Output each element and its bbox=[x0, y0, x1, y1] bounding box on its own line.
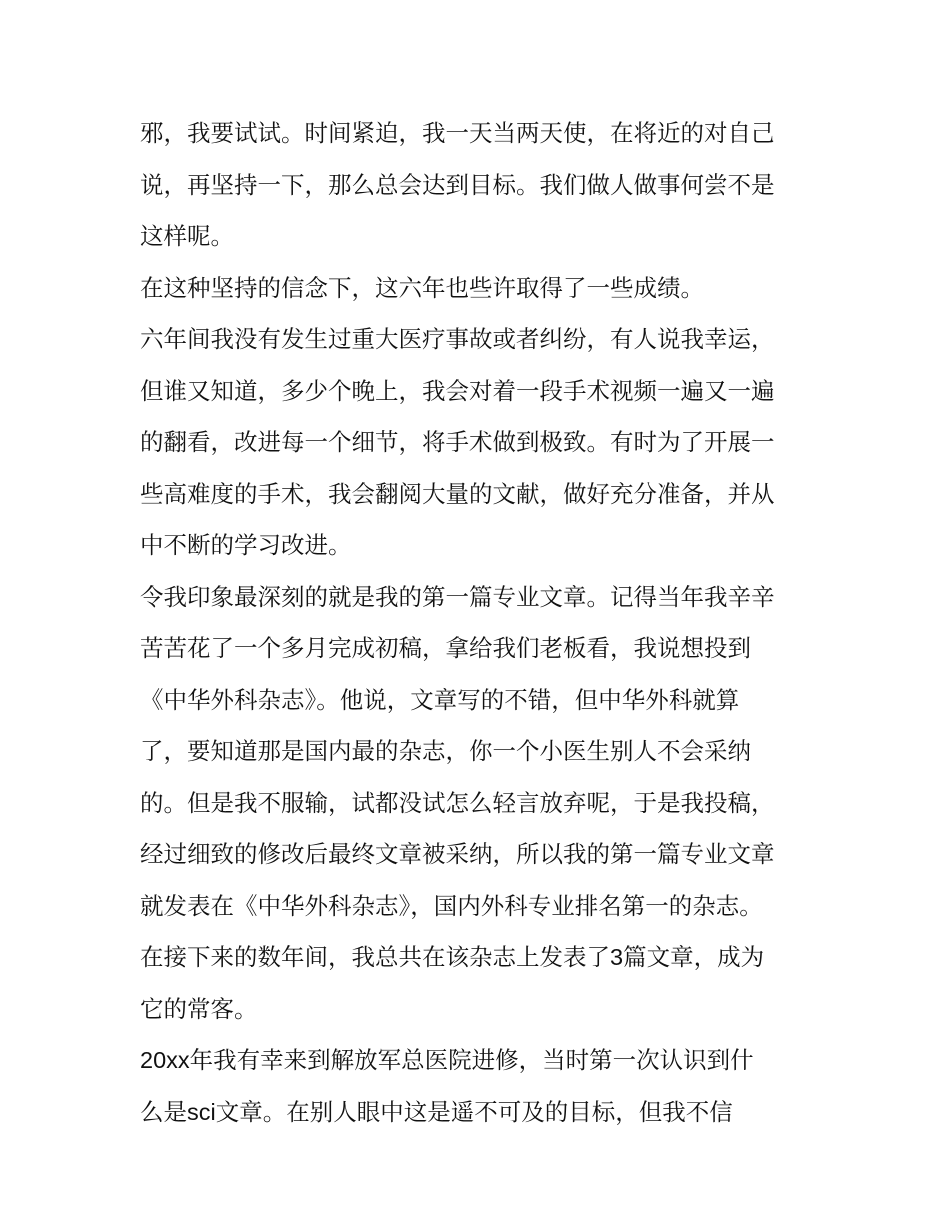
text-line: 令我印象最深刻的就是我的第一篇专业文章。记得当年我辛辛 bbox=[140, 582, 775, 611]
text-segment: 么是 bbox=[140, 1097, 187, 1126]
text-line: 了，要知道那是国内最的杂志，你一个小医生别人不会采纳 bbox=[140, 737, 751, 765]
text-line: 的。但是我不服输，试都没试怎么轻言放弃呢，于是我投稿， bbox=[140, 788, 775, 817]
text-line: 中不断的学习改进。 bbox=[140, 531, 352, 559]
text-line: 它的常客。 bbox=[140, 994, 258, 1023]
text-line: 经过细致的修改后最终文章被采纳，所以我的第一篇专业文章 bbox=[140, 840, 775, 868]
text-line: 这样呢。 bbox=[140, 222, 234, 250]
text-segment-term: sci bbox=[187, 1098, 216, 1125]
text-line: 《中华外科杂志》。他说，文章写的不错，但中华外科就算 bbox=[140, 685, 740, 714]
text-segment-number: 3 bbox=[610, 944, 624, 970]
text-line: 但谁又知道，多少个晚上，我会对着一段手术视频一遍又一遍 bbox=[140, 376, 775, 405]
text-line: 些高难度的手术，我会翻阅大量的文献，做好充分准备，并从 bbox=[140, 479, 775, 508]
text-line: 邪，我要试试。时间紧迫，我一天当两天使，在将近的对自己 bbox=[140, 119, 775, 147]
text-segment: 年我有幸来到解放军总医院进修，当时第一次认识到什 bbox=[189, 1046, 754, 1074]
text-segment: 文章。在别人眼中这是遥不可及的目标，但我不信 bbox=[215, 1097, 733, 1126]
text-line bbox=[140, 1035, 812, 1087]
text-line: 六年间我没有发生过重大医疗事故或者纠纷，有人说我幸运， bbox=[140, 325, 775, 353]
text-segment-year: 20xx bbox=[140, 1047, 190, 1073]
text-line: 的翻看，改进每一个细节，将手术做到极致。有时为了开展一 bbox=[140, 428, 775, 456]
text-segment: 篇文章，成为 bbox=[623, 943, 765, 971]
text-line: 说，再坚持一下，那么总会达到目标。我们做人做事何尝不是 bbox=[140, 170, 775, 199]
body-text bbox=[140, 108, 812, 1138]
text-line: 就发表在《中华外科杂志》，国内外科专业排名第一的杂志。 bbox=[140, 891, 763, 920]
text-line bbox=[140, 932, 812, 984]
text-line: 在这种坚持的信念下，这六年也些许取得了一些成绩。 bbox=[140, 273, 704, 302]
text-line: 苦苦花了一个多月完成初稿，拿给我们老板看，我说想投到 bbox=[140, 634, 751, 662]
text-line bbox=[140, 1087, 812, 1139]
text-segment: 在接下来的数年间，我总共在该杂志上发表了 bbox=[140, 943, 610, 971]
